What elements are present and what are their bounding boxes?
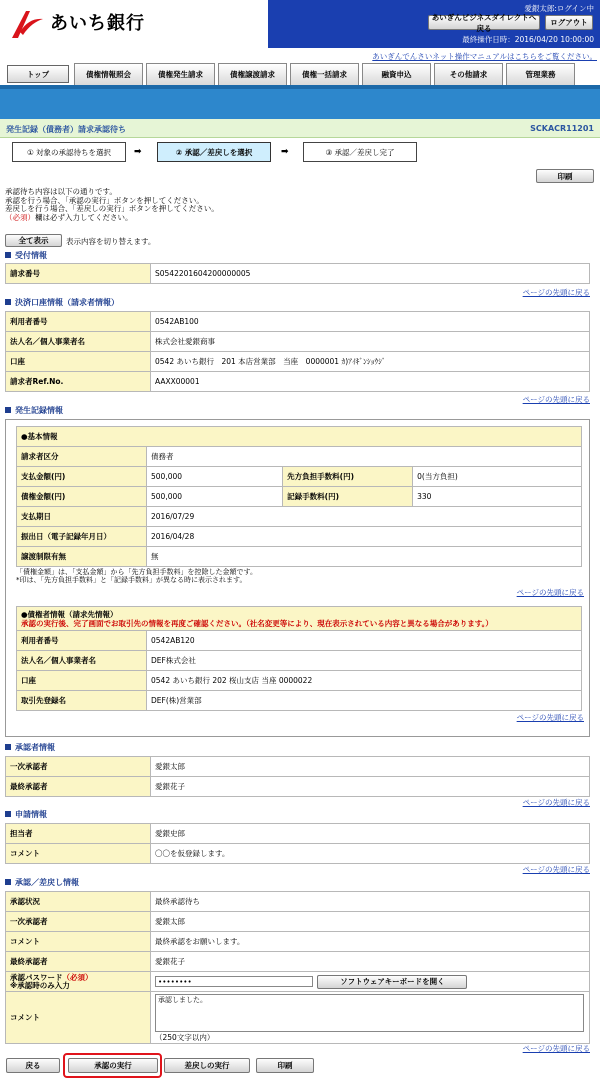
bank-name: あいち銀行	[50, 13, 145, 34]
section-heading-settlement: 決済口座情報（請求者情報）	[5, 297, 119, 308]
section-heading-reception: 受付情報	[5, 250, 47, 261]
approve-button[interactable]: 承認の実行	[68, 1058, 158, 1073]
step-2-current: ② 承認／差戻しを選択	[157, 142, 271, 162]
logout-button[interactable]: ログアウト	[545, 15, 593, 30]
back-to-top-link[interactable]: ページの先頭に戻る	[522, 288, 590, 297]
back-to-top-link[interactable]: ページの先頭に戻る	[516, 713, 584, 722]
section-heading-approval: 承認／差戻し情報	[5, 877, 79, 888]
reception-table: 請求番号 S0542201604200000005	[5, 263, 590, 284]
user-status: 愛銀太郎:ログイン中	[524, 4, 594, 13]
print-button-top[interactable]: 印刷	[536, 169, 594, 183]
show-all-button[interactable]: 全て表示	[5, 234, 62, 247]
back-to-top-link[interactable]: ページの先頭に戻る	[522, 395, 590, 404]
last-login-time: 最終操作日時：2016/04/20 10:00:00	[462, 35, 594, 44]
step-1: ① 対象の承認待ちを選択	[12, 142, 126, 162]
tab-admin[interactable]: 管理業務	[506, 63, 575, 85]
show-all-description: 表示内容を切り替えます。	[66, 237, 156, 246]
page-title: 発生記録（債務者）請求承認待ち	[6, 125, 126, 134]
tab-top[interactable]: トップ	[7, 65, 69, 83]
intro-text: 承認待ち内容は以下の通りです。 承認を行う場合、「承認の実行」ボタンを押してください。 差戻しを行う場合、「差戻しの実行」ボタンを押してください。 （必須）欄は必ず入力してください。	[5, 187, 219, 222]
section-heading-application: 申請情報	[5, 809, 47, 820]
step-3: ③ 承認／差戻し完了	[303, 142, 417, 162]
software-keyboard-button[interactable]: ソフトウェアキーボードを開く	[317, 975, 467, 989]
tab-claim-bulk[interactable]: 債権一括請求	[290, 63, 359, 85]
approval-table: 承認状況 最終承認待ち 一次承認者 愛銀太郎 コメント 最終承認をお願いします。 最終承認者 愛銀花子 承認パスワード（必須） ※承認時のみ入力 •••••••• ソフトウェアキーボードを開く コメント 承認しました。 （250文字以内）	[5, 891, 590, 1044]
tab-claim-issue[interactable]: 債権発生請求	[146, 63, 215, 85]
tab-claim-inquiry[interactable]: 債権情報照会	[74, 63, 143, 85]
approval-password-input[interactable]	[155, 976, 313, 987]
step-arrow-icon: ➡	[134, 147, 142, 157]
back-to-top-link[interactable]: ページの先頭に戻る	[516, 588, 584, 597]
bank-logo-icon	[10, 8, 44, 40]
reject-button[interactable]: 差戻しの実行	[164, 1058, 250, 1073]
screen-id: SCKACR11201	[530, 124, 594, 133]
logo-area	[0, 0, 268, 48]
tab-other-requests[interactable]: その他請求	[434, 63, 503, 85]
settlement-table: 利用者番号 0542AB100 法人名／個人事業者名 株式会社愛銀商事 口座 0542 あいち銀行 201 本店営業部 当座 0000001 ｶ)ｱｲｷﾞﾝｼｮｳｼﾞ 請求者Ref.No. AAXX00001	[5, 311, 590, 392]
title-bar	[0, 119, 600, 138]
direct-back-button[interactable]: あいぎんビジネスダイレクトへ戻る	[428, 15, 540, 30]
record-note: 「債権金額」は、「支払金額」から「先方負担手数料」を控除した金額です。 *印は、「先方負担手数料」と「記録手数料」が異なる時に表示されます。	[16, 568, 257, 584]
main-nav	[0, 63, 600, 89]
back-to-top-link[interactable]: ページの先頭に戻る	[522, 798, 590, 807]
tab-claim-transfer[interactable]: 債権譲渡請求	[218, 63, 287, 85]
manual-link[interactable]: あいぎんでんさいネット操作マニュアルはこちらをご覧ください。	[372, 52, 597, 61]
sub-nav-band	[0, 89, 600, 119]
basic-info-table: ●基本情報 請求者区分 債務者 支払金額(円) 500,000 先方負担手数料(円) 0(当方負担) 債権金額(円) 500,000 記録手数料(円) 330 支払期日 2016/07/29 振出日（電子記録年月日） 2016/04/28 譲渡制限有無 無	[16, 426, 582, 567]
section-heading-approvers: 承認者情報	[5, 742, 55, 753]
approval-comment-textarea[interactable]	[155, 994, 584, 1032]
section-heading-record: 発生記録情報	[5, 405, 63, 416]
approvers-table: 一次承認者 愛銀太郎 最終承認者 愛銀花子	[5, 756, 590, 797]
back-button[interactable]: 戻る	[6, 1058, 60, 1073]
application-table: 担当者 愛銀史郎 コメント 〇〇を仮登録します。	[5, 823, 590, 864]
back-to-top-link[interactable]: ページの先頭に戻る	[522, 865, 590, 874]
back-to-top-link[interactable]: ページの先頭に戻る	[522, 1044, 590, 1053]
step-arrow-icon: ➡	[281, 147, 289, 157]
tab-loan-application[interactable]: 融資申込	[362, 63, 431, 85]
print-button-bottom[interactable]: 印刷	[256, 1058, 314, 1073]
creditor-table: ●債権者情報（請求先情報） 承認の実行後、完了画面でお取引先の情報を再度ご確認ください。（社名変更等により、現在表示されている内容と異なる場合があります。） 利用者番号 0542AB120 法人名／個人事業者名 DEF株式会社 口座 0542 あいち銀行 202 桜山支店 当座 0000022 取引先登録名 DEF(株)営業部	[16, 606, 582, 711]
